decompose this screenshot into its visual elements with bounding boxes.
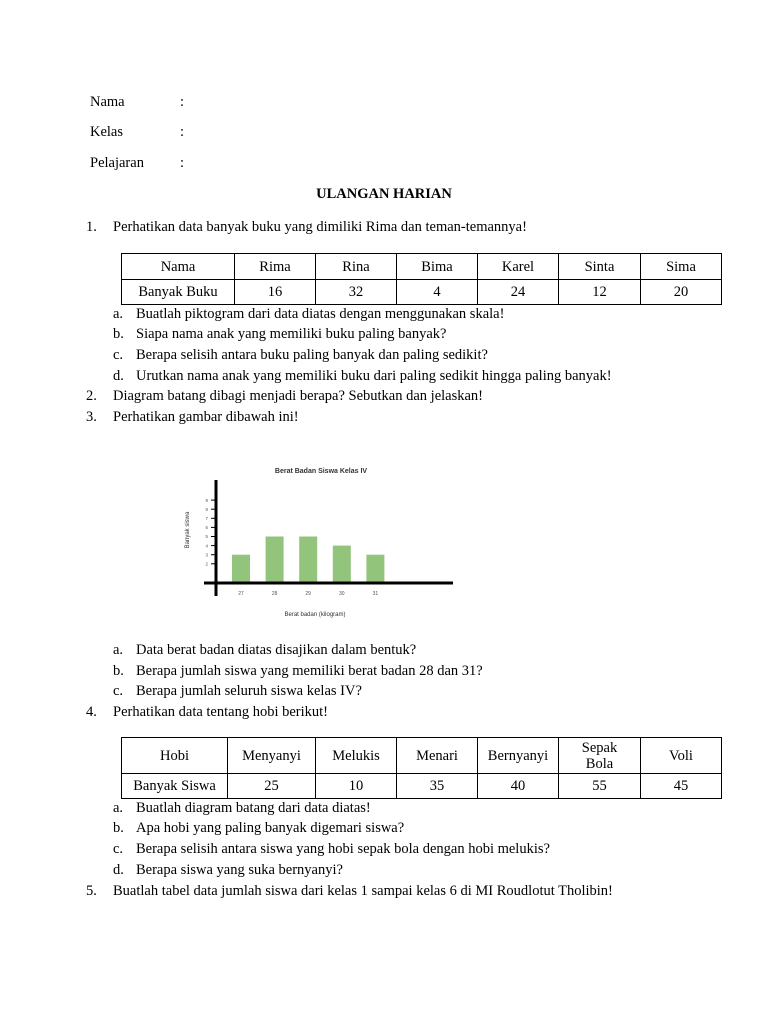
- q4-sub-d-text: Berapa siswa yang suka bernyanyi?: [136, 862, 343, 878]
- q3-sub-a-label: a.: [113, 642, 124, 658]
- question-3-number: 3.: [86, 409, 97, 425]
- q3-sub-c-label: c.: [113, 683, 124, 699]
- subject-label: Pelajaran: [90, 155, 144, 171]
- books-table: [121, 253, 722, 305]
- chart-x-tick-label: 31: [372, 591, 379, 597]
- chart-y-tick-label: 2: [205, 561, 208, 567]
- name-colon: :: [180, 94, 185, 110]
- chart-x-tick-label: 29: [305, 591, 311, 597]
- q1-sub-b-text: Siapa nama anak yang memiliki buku paling banyak?: [136, 326, 447, 342]
- q3-sub-b-label: b.: [113, 663, 124, 679]
- table-cell: 55: [559, 774, 641, 799]
- table-cell: 24: [478, 280, 559, 305]
- q4-sub-a-label: a.: [113, 800, 124, 816]
- chart-bar-31: [366, 555, 384, 582]
- q1-sub-b-label: b.: [113, 326, 124, 342]
- chart-bar-27: [232, 555, 250, 582]
- chart-x-label: Berat badan (kilogram): [284, 612, 346, 618]
- question-4-number: 4.: [86, 704, 97, 720]
- hobby-table: [121, 737, 722, 799]
- q4-sub-c-label: c.: [113, 841, 124, 857]
- table-cell: Banyak Buku: [122, 280, 235, 305]
- chart-y-tick-label: 3: [205, 552, 208, 558]
- class-label: Kelas: [90, 124, 124, 140]
- question-1-text: Perhatikan data banyak buku yang dimiliki Rima dan teman-temannya!: [113, 219, 527, 235]
- books-table-data-row: [122, 280, 722, 305]
- table-cell: Banyak Siswa: [122, 774, 228, 799]
- table-cell: 32: [316, 280, 397, 305]
- question-1-number: 1.: [86, 219, 97, 235]
- q4-sub-d-label: d.: [113, 862, 124, 878]
- q3-sub-b-text: Berapa jumlah siswa yang memiliki berat badan 28 dan 31?: [136, 663, 483, 679]
- chart-y-tick-label: 6: [205, 525, 208, 531]
- q4-sub-b-text: Apa hobi yang paling banyak digemari siswa?: [136, 820, 405, 836]
- hobby-table-data-row: [122, 774, 722, 799]
- table-cell: Menari: [397, 738, 478, 774]
- table-cell: Menyanyi: [228, 738, 316, 774]
- hobby-table-header-row: [122, 738, 722, 774]
- table-cell: Voli: [641, 738, 722, 774]
- table-cell: Rima: [235, 254, 316, 280]
- chart-y-tick-label: 5: [205, 534, 208, 540]
- question-2-text: Diagram batang dibagi menjadi berapa? Sebutkan dan jelaskan!: [113, 388, 484, 404]
- name-label: Nama: [90, 94, 125, 110]
- q1-sub-c-label: c.: [113, 347, 124, 363]
- q3-sub-a-text: Data berat badan diatas disajikan dalam bentuk?: [136, 642, 417, 658]
- table-cell: Sima: [641, 254, 722, 280]
- table-cell: 35: [397, 774, 478, 799]
- table-cell: 25: [228, 774, 316, 799]
- chart-y-tick-label: 4: [205, 543, 208, 549]
- question-5-text: Buatlah tabel data jumlah siswa dari kelas 1 sampai kelas 6 di MI Roudlotut Tholibin!: [113, 883, 613, 899]
- table-cell: 10: [316, 774, 397, 799]
- chart-bar-28: [266, 537, 284, 583]
- question-2-number: 2.: [86, 388, 97, 404]
- table-cell: Sinta: [559, 254, 641, 280]
- table-cell: Nama: [122, 254, 235, 280]
- chart-x-tick-label: 30: [339, 591, 345, 597]
- table-cell: Bernyanyi: [478, 738, 559, 774]
- question-4-text: Perhatikan data tentang hobi berikut!: [113, 704, 329, 720]
- table-cell: 40: [478, 774, 559, 799]
- chart-bar-30: [333, 546, 351, 582]
- chart-y-tick-label: 8: [205, 506, 208, 512]
- chart-y-label: Banyak siswa: [185, 511, 191, 549]
- class-colon: :: [180, 124, 185, 140]
- table-cell: 45: [641, 774, 722, 799]
- table-cell: Melukis: [316, 738, 397, 774]
- chart-y-tick-label: 7: [205, 516, 208, 521]
- q1-sub-a-text: Buatlah piktogram dari data diatas dengan menggunakan skala!: [136, 306, 505, 322]
- q3-sub-c-text: Berapa jumlah seluruh siswa kelas IV?: [136, 683, 362, 699]
- q1-sub-d-label: d.: [113, 368, 124, 384]
- table-cell: 20: [641, 280, 722, 305]
- table-cell: Bima: [397, 254, 478, 280]
- table-cell: 12: [559, 280, 641, 305]
- table-cell: 16: [235, 280, 316, 305]
- table-cell: Sepak Bola: [559, 738, 641, 774]
- chart-x-tick-label: 27: [238, 591, 244, 597]
- q4-sub-b-label: b.: [113, 820, 124, 836]
- books-table-header-row: [122, 254, 722, 280]
- chart-title: Berat Badan Siswa Kelas IV: [274, 468, 368, 475]
- chart-y-tick-label: 9: [205, 497, 208, 503]
- subject-colon: :: [180, 155, 185, 171]
- page-title: ULANGAN HARIAN: [316, 186, 452, 202]
- table-cell: Hobi: [122, 738, 228, 774]
- q4-sub-c-text: Berapa selisih antara siswa yang hobi sepak bola dengan hobi melukis?: [136, 841, 550, 857]
- table-cell: 4: [397, 280, 478, 305]
- q1-sub-d-text: Urutkan nama anak yang memiliki buku dari paling sedikit hingga paling banyak!: [136, 368, 612, 384]
- question-3-text: Perhatikan gambar dibawah ini!: [113, 409, 299, 425]
- chart-x-tick-label: 28: [271, 591, 278, 597]
- chart-bar-29: [299, 537, 317, 583]
- table-cell: Karel: [478, 254, 559, 280]
- table-cell: Rina: [316, 254, 397, 280]
- question-5-number: 5.: [86, 883, 97, 899]
- q1-sub-a-label: a.: [113, 306, 124, 322]
- weight-bar-chart: [178, 460, 463, 625]
- q4-sub-a-text: Buatlah diagram batang dari data diatas!: [136, 800, 371, 816]
- q1-sub-c-text: Berapa selisih antara buku paling banyak dan paling sedikit?: [136, 347, 488, 363]
